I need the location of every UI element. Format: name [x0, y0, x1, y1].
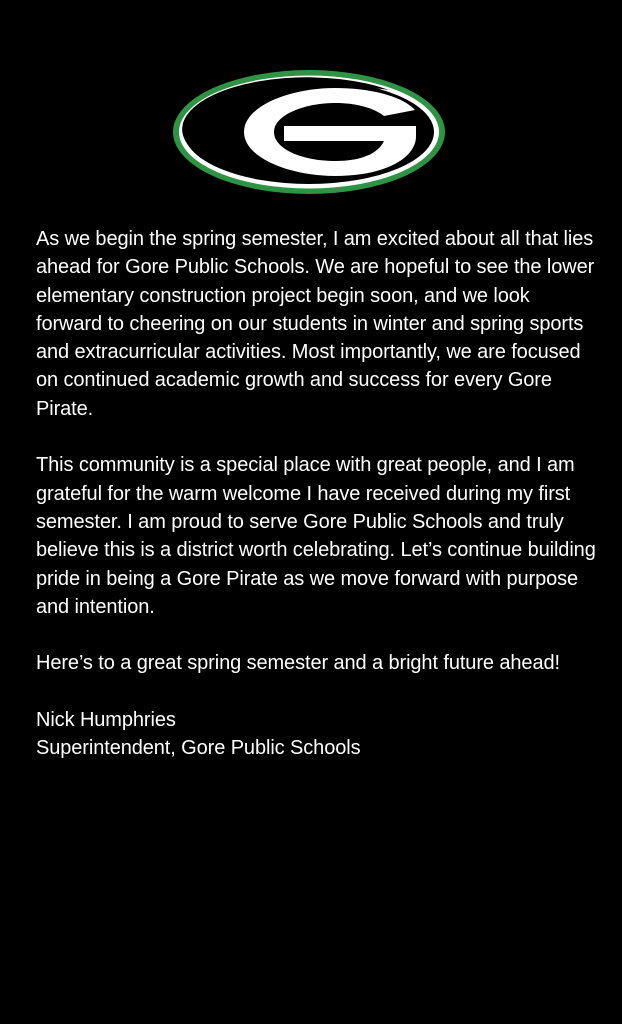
signature-name: Nick Humphries — [36, 709, 176, 732]
letter-paragraph-1: As we begin the spring semester, I am excited about all that lies ahead for Gore Public Schools. We are hopeful to see the lower elementary construction project begin soon, and we look forward to cheering on our students in winter and spring sports and extracurricular activities. Most importantly, we are focused on continued academic growth and success for every Gore Pirate. — [36, 228, 595, 420]
superintendent-letter — [36, 225, 596, 763]
letter-paragraph-3: Here’s to a great spring semester and a bright future ahead! — [36, 652, 560, 675]
g-logo-icon — [170, 68, 448, 196]
signature-title: Superintendent, Gore Public Schools — [36, 737, 361, 760]
signature-block — [36, 706, 596, 763]
letter-paragraph-2: This community is a special place with great people, and I am grateful for the warm welcome I have received during my first semester. I am proud to serve Gore Public Schools and truly believe this is a district worth celebrating. Let’s continue building pride in being a Gore Pirate as we move forward with purpose and intention. — [36, 454, 596, 618]
district-logo — [170, 68, 448, 196]
